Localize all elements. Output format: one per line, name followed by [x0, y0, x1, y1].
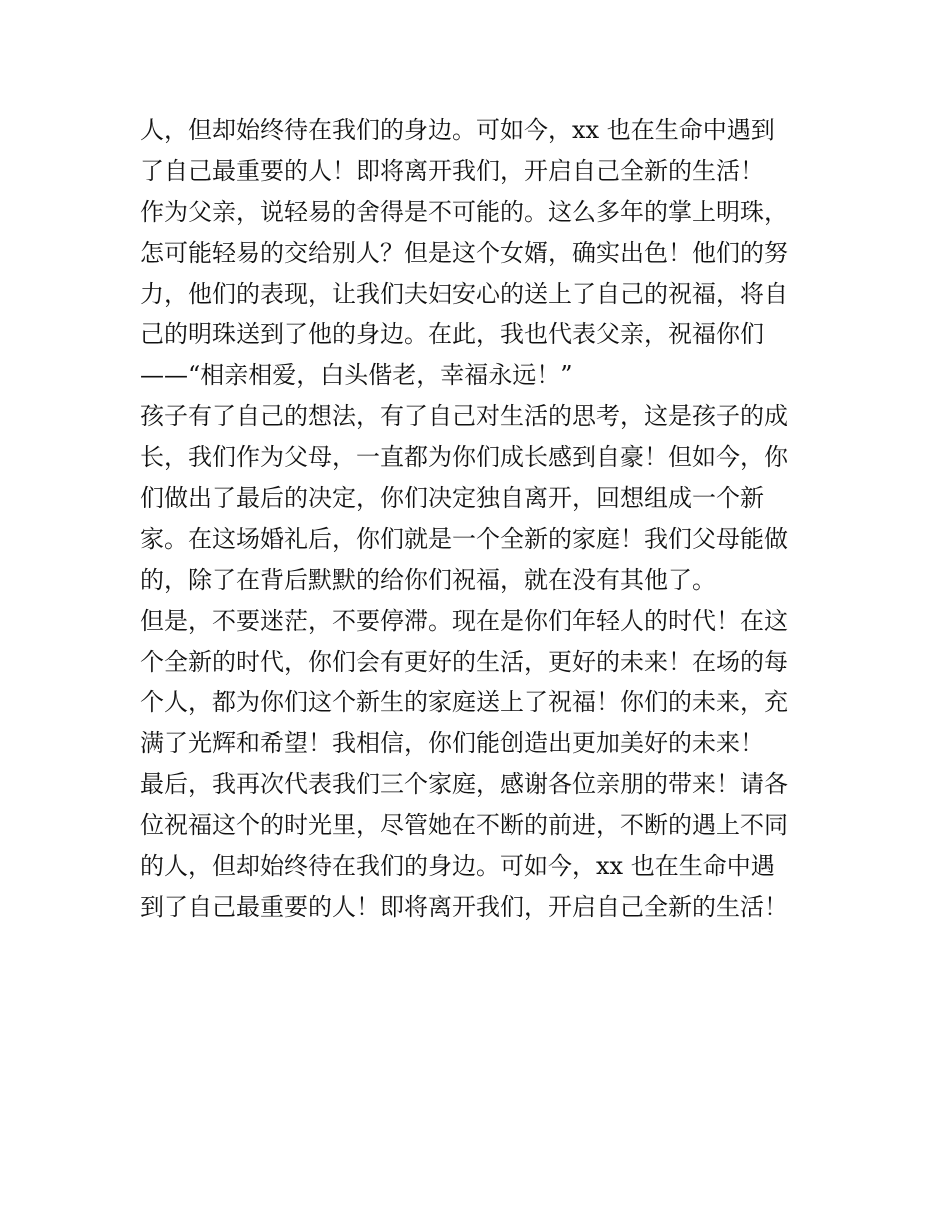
text-line: 个人，都为你们这个新生的家庭送上了祝福！你们的未来，充: [140, 688, 788, 717]
text-line: 力，他们的表现，让我们夫妇安心的送上了自己的祝福，将自: [140, 279, 788, 308]
text-line: 孩子有了自己的想法，有了自己对生活的思考，这是孩子的成: [140, 402, 788, 431]
text-line: 但是，不要迷茫，不要停滞。现在是你们年轻人的时代！在这: [140, 606, 788, 635]
text-line: 满了光辉和希望！我相信，你们能创造出更加美好的未来！: [140, 729, 764, 758]
text-line: 怎可能轻易的交给别人？但是这个女婿，确实出色！他们的努: [140, 238, 788, 267]
text-line: 己的明珠送到了他的身边。在此，我也代表父亲，祝福你们: [140, 320, 764, 349]
text-line: 个全新的时代，你们会有更好的生活，更好的未来！在场的每: [140, 647, 788, 676]
text-line: 作为父亲，说轻易的舍得是不可能的。这么多年的掌上明珠，: [140, 197, 788, 226]
text-line: 长，我们作为父母，一直都为你们成长感到自豪！但如今，你: [140, 443, 788, 472]
text-line: 的人，但却始终待在我们的身边。可如今，xx 也在生命中遇: [140, 852, 775, 881]
text-line: 家。在这场婚礼后，你们就是一个全新的家庭！我们父母能做: [140, 524, 788, 553]
text-line: ——“相亲相爱，白头偕老，幸福永远！”: [140, 361, 573, 390]
text-line: 人，但却始终待在我们的身边。可如今，xx 也在生命中遇到: [140, 116, 775, 144]
text-line: 最后，我再次代表我们三个家庭，感谢各位亲朋的带来！请各: [140, 770, 788, 799]
text-line: 了自己最重要的人！即将离开我们，开启自己全新的生活！: [140, 156, 764, 185]
text-line: 到了自己最重要的人！即将离开我们，开启自己全新的生活！: [140, 892, 788, 921]
body-text: [140, 110, 820, 928]
text-line: 们做出了最后的决定，你们决定独自离开，回想组成一个新: [140, 484, 764, 513]
text-line: 位祝福这个的时光里，尽管她在不断的前进，不断的遇上不同: [140, 811, 788, 840]
text-line: 的，除了在背后默默的给你们祝福，就在没有其他了。: [140, 565, 716, 594]
